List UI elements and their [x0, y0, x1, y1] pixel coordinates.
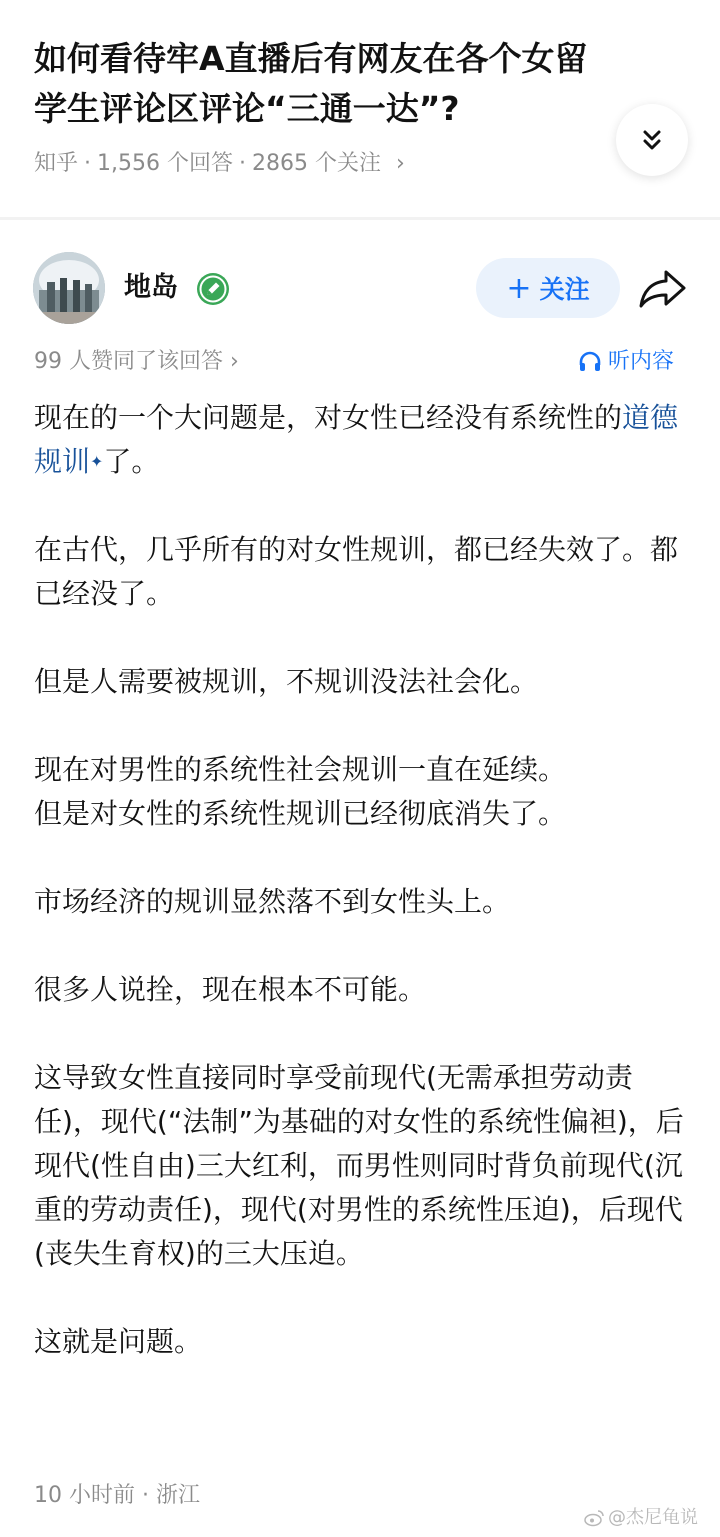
paragraph-line: 现在对男性的系统性社会规训一直在延续。 — [34, 753, 567, 786]
question-meta[interactable]: 知乎 · 1,556 个回答 · 2865 个关注 › — [34, 151, 405, 176]
answer-paragraph: 这就是问题。 — [34, 1325, 203, 1358]
follow-label: 关注 — [539, 275, 590, 304]
follow-button[interactable] — [476, 258, 620, 318]
answer-time-location: 10 小时前 · 浙江 — [34, 1483, 200, 1508]
answer-paragraph: 这导致女性直接同时享受前现代(无需承担劳动责任)，现代(“法制”为基础的对女性的系统性偏袒)，后现代(性自由)三大红利，而男性则同时背负前现代(沉重的劳动责任)，现代(对男性的系统性压迫)，后现代(丧失生育权)的三大压迫。 — [34, 1061, 684, 1270]
listen-label: 听内容 — [608, 349, 675, 374]
watermark-text: @杰尼龟说 — [608, 1507, 698, 1528]
answer-paragraph — [34, 396, 689, 484]
verified-pen-badge-icon — [196, 272, 230, 306]
watermark — [584, 1505, 698, 1531]
upvote-count[interactable]: 99 人赞同了该回答 › — [34, 349, 239, 374]
answer-paragraph: 市场经济的规训显然落不到女性头上。 — [34, 885, 511, 918]
answer-count: 1,556 个回答 — [97, 151, 233, 176]
weibo-logo-icon — [584, 1509, 604, 1527]
chevron-right-icon: › — [395, 151, 405, 176]
source-label: 知乎 — [34, 151, 79, 176]
expand-button[interactable] — [616, 104, 688, 176]
plus-icon: + — [506, 270, 532, 306]
answer-paragraph: 但是人需要被规训，不规训没法社会化。 — [34, 665, 539, 698]
sparkle-icon: ✦ — [90, 452, 104, 471]
headphones-icon — [578, 350, 602, 374]
double-chevron-down-icon — [638, 126, 666, 154]
paragraph-line: 但是对女性的系统性规训已经彻底消失了。 — [34, 797, 567, 830]
question-title[interactable] — [34, 34, 634, 134]
answer-paragraph: 在古代，几乎所有的对女性规训，都已经失效了。都已经没了。 — [34, 533, 679, 610]
avatar-image — [33, 252, 105, 324]
divider — [0, 217, 720, 220]
paragraph-text: 现在的一个大问题是，对女性已经没有系统性的 — [34, 401, 623, 434]
answer-body — [34, 396, 689, 1408]
answer-paragraph — [34, 748, 689, 836]
answer-paragraph: 很多人说拴，现在根本不可能。 — [34, 973, 427, 1006]
question-title-line2: 学生评论区评论“三通一达”? — [34, 89, 460, 128]
keyword-link[interactable]: 道德规训 — [34, 401, 679, 478]
question-title-line1: 如何看待牢A直播后有网友在各个女留 — [34, 39, 588, 78]
paragraph-text: 了。 — [103, 445, 160, 478]
avatar[interactable] — [33, 252, 105, 324]
listen-button[interactable] — [578, 344, 674, 380]
share-arrow-icon[interactable] — [636, 266, 690, 310]
follower-count: 2865 个关注 — [252, 151, 381, 176]
author-name[interactable]: 地岛 — [124, 272, 178, 303]
